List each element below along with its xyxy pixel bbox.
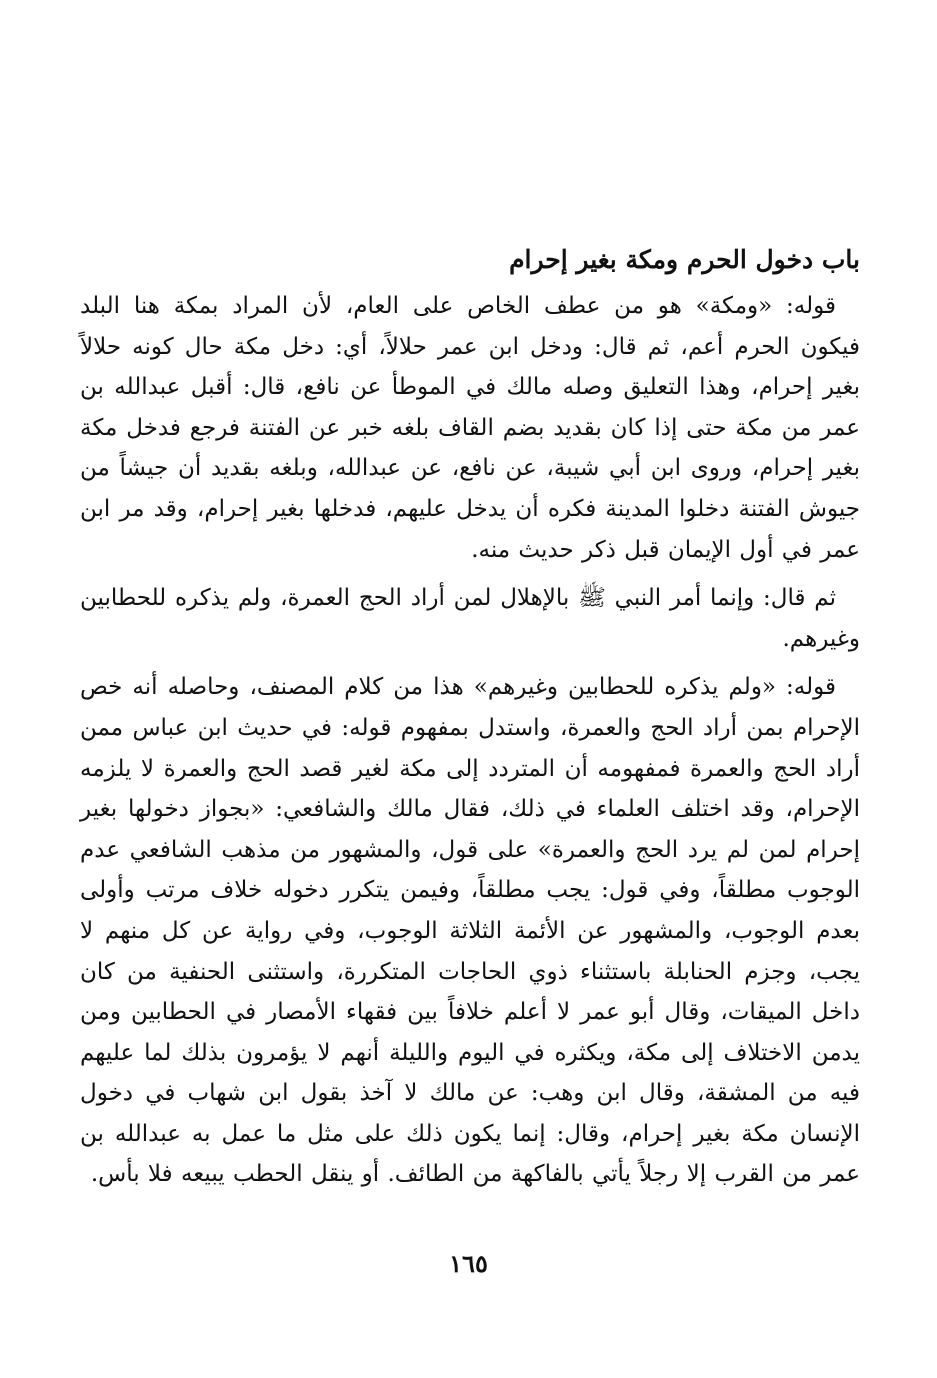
paragraph-hadith-quote: ثم قال: وإنما أمر النبي ﷺ بالإهلال لمن أراد الحج العمرة، ولم يذكره للحطابين وغيرهم. (80, 585, 860, 652)
page-number: ١٦٥ (449, 1249, 488, 1278)
paragraph-commentary-makkah: قوله: «ومكة» هو من عطف الخاص على العام، لأن المراد بمكة هنا البلد فيكون الحرم أعم، ثم قال: ودخل ابن عمر حلالاً، أي: دخل مكة حال كونه حلالاً بغير إحرام، وهذا التعليق وصله مالك في الموطأ عن نافع، قال: أقبل عبدالله بن عمر من مكة حتى إذا كان بقديد بضم القاف بلغه خبر عن الفتنة فرجع فدخل مكة بغير إحرام، وروى ابن أبي شيبة، عن نافع، عن عبدالله، وبلغه بقديد أن جيشاً من جيوش الفتنة دخلوا المدينة فكره أن يدخل عليهم، فدخلها بغير إحرام، وقد مر ابن عمر في أول الإيمان قبل ذكر حديث منه. (80, 293, 861, 563)
page-body (80, 238, 860, 1203)
chapter-title: باب دخول الحرم ومكة بغير إحرام (509, 245, 860, 274)
paragraph-commentary-woodcutters: قوله: «ولم يذكره للحطابين وغيرهم» هذا من كلام المصنف، وحاصله أنه خص الإحرام بمن أراد الحج والعمرة، واستدل بمفهوم قوله: في حديث ابن عباس ممن أراد الحج والعمرة فمفهومه أن المتردد إلى مكة لغير قصد الحج والعمرة لا يلزمه الإحرام، وقد اختلف العلماء في ذلك، فقال مالك والشافعي: «بجواز دخولها بغير إحرام لمن لم يرد الحج والعمرة» على قول، والمشهور من مذهب الشافعي عدم الوجوب مطلقاً، وفي قول: يجب مطلقاً، وفيمن يتكرر دخوله خلاف مرتب وأولى بعدم الوجوب، والمشهور عن الأئمة الثلاثة الوجوب، وفي رواية عن كل منهم لا يجب، وجزم الحنابلة باستثناء ذوي الحاجات المتكررة، واستثنى الحنفية من كان داخل الميقات، وقال أبو عمر لا أعلم خلافاً بين فقهاء الأمصار في الحطابين ومن يدمن الاختلاف إلى مكة، ويكثره في اليوم والليلة أنهم لا يؤمرون بذلك لما عليهم فيه من المشقة، وقال ابن وهب: عن مالك لا آخذ بقول ابن شهاب في دخول الإنسان مكة بغير إحرام، وقال: إنما يكون ذلك على مثل ما عمل به عبدالله بن عمر من القرب إلا رجلاً يأتي بالفاكهة من الطائف. أو ينقل الحطب يبيعه فلا بأس. (80, 674, 860, 1188)
